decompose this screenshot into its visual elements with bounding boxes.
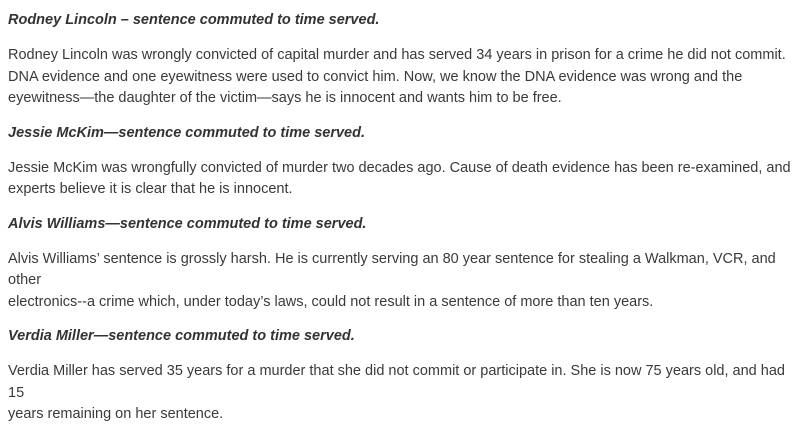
paragraph-line: years remaining on her sentence.: [8, 406, 224, 422]
paragraph-line: Verdia Miller has served 35 years for a murder that she did not commit or participate in. She is now 75 years old, and had 15: [8, 363, 785, 401]
paragraph-line: eyewitness—the daughter of the victim—says he is innocent and wants him to be free.: [8, 90, 562, 106]
entry-paragraph-alvis-williams: [8, 249, 801, 314]
entry-heading-rodney-lincoln: Rodney Lincoln – sentence commuted to time served.: [8, 12, 380, 28]
paragraph-line: Rodney Lincoln was wrongly convicted of capital murder and has served 34 years in prison for a crime he did not commit.: [8, 47, 786, 63]
paragraph-line: experts believe it is clear that he is innocent.: [8, 181, 293, 197]
paragraph-line: DNA evidence and one eyewitness were used to convict him. Now, we know the DNA evidence was wrong and the: [8, 68, 743, 85]
entry-paragraph-jessie-mckim: [8, 158, 801, 201]
entry-paragraph-verdia-miller: [8, 361, 801, 426]
paragraph-line: Jessie McKim was wrongfully convicted of murder two decades ago. Cause of death evidence has been re-examined, and: [8, 159, 791, 176]
entry-heading-alvis-williams: Alvis Williams—sentence commuted to time served.: [8, 215, 367, 232]
entry-heading-verdia-miller: Verdia Miller—sentence commuted to time served.: [8, 328, 355, 344]
paragraph-line: Alvis Williams’ sentence is grossly harsh. He is currently serving an 80 year sentence for stealing a Walkman, VCR, and other: [8, 250, 776, 288]
entry-heading-jessie-mckim: Jessie McKim—sentence commuted to time served.: [8, 124, 365, 141]
paragraph-line: electronics--a crime which, under today’s laws, could not result in a sentence of more than ten years.: [8, 293, 654, 310]
entry-paragraph-rodney-lincoln: [8, 45, 801, 110]
